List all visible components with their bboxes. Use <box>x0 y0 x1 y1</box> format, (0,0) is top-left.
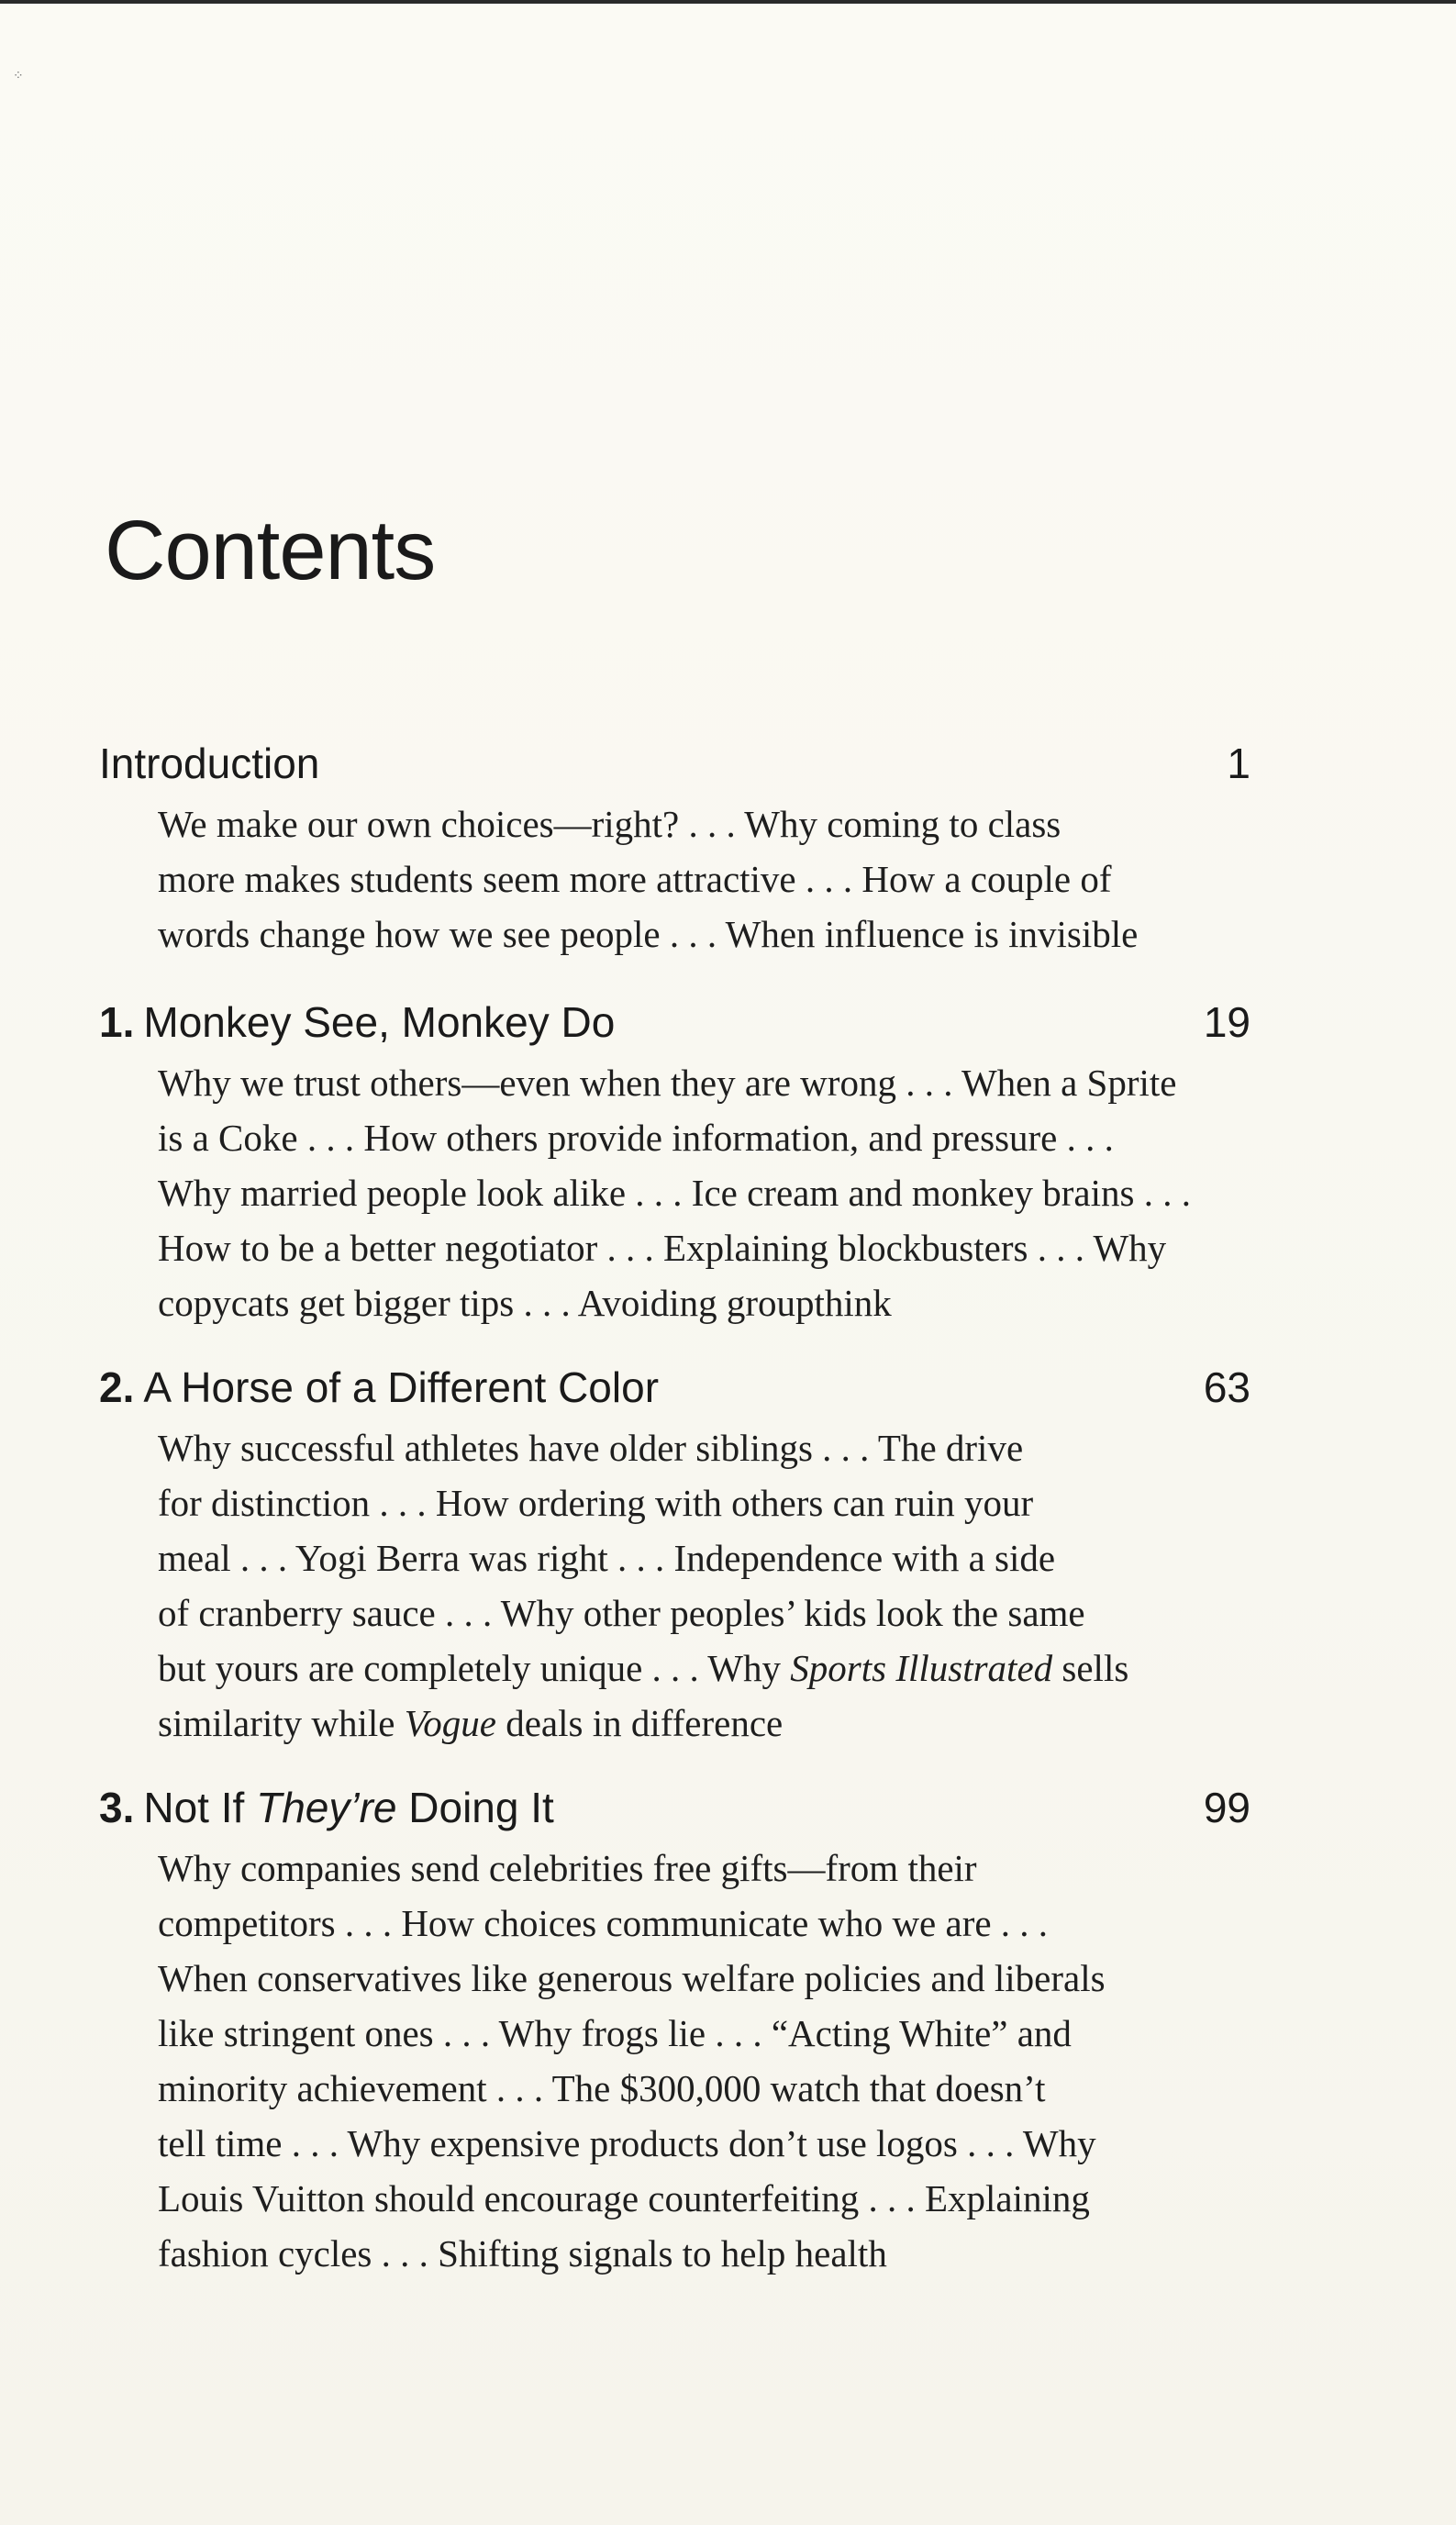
toc-entry-introduction <box>99 736 1250 962</box>
magazine-title: Vogue <box>404 1702 496 1744</box>
description-line: Why successful athletes have older siblings . . . The drive <box>158 1427 1024 1469</box>
chapter-number: 3. <box>99 1784 135 1831</box>
description-line: copycats get bigger tips . . . Avoiding groupthink <box>158 1282 892 1324</box>
description-line: competitors . . . How choices communicate who we are . . . <box>158 1902 1049 1944</box>
entry-heading <box>99 736 1250 791</box>
entry-title-part: Doing It <box>396 1784 554 1831</box>
entry-description <box>158 1420 1250 1751</box>
description-line <box>158 1696 1250 1751</box>
page-title: Contents <box>105 504 436 597</box>
entry-title: A Horse of a Different Color <box>143 1363 660 1411</box>
entry-title-emphasis: They’re <box>256 1784 397 1831</box>
magazine-title: Sports Illustrated <box>790 1647 1053 1689</box>
toc-entry-chapter-1 <box>99 995 1250 1330</box>
description-line: When conservatives like generous welfare policies and liberals <box>158 1957 1106 1999</box>
toc-entry-chapter-2 <box>99 1360 1250 1751</box>
line-text: deals in difference <box>495 1702 784 1744</box>
description-line: tell time . . . Why expensive products don’t use logos . . . Why <box>158 2122 1096 2164</box>
line-text: sells <box>1052 1647 1129 1689</box>
description-line: meal . . . Yogi Berra was right . . . Independence with a side <box>158 1537 1056 1579</box>
toc-entry-chapter-3 <box>99 1780 1250 2281</box>
description-line: like stringent ones . . . Why frogs lie . . . “Acting White” and <box>158 2012 1072 2054</box>
description-line: minority achievement . . . The $300,000 watch that doesn’t <box>158 2067 1046 2109</box>
description-line: fashion cycles . . . Shifting signals to help health <box>158 2232 887 2275</box>
page-top-edge <box>0 0 1456 4</box>
chapter-number: 1. <box>99 998 135 1046</box>
entry-title: Introduction <box>99 740 320 787</box>
entry-heading <box>99 1360 1250 1415</box>
line-text: similarity while <box>158 1702 405 1744</box>
entry-page-number: 19 <box>1203 998 1250 1046</box>
description-line: Why married people look alike . . . Ice cream and monkey brains . . . <box>158 1172 1191 1214</box>
description-line: We make our own choices—right? . . . Why coming to class <box>158 803 1061 845</box>
description-line <box>158 1641 1250 1696</box>
description-line: How to be a better negotiator . . . Explaining blockbusters . . . Why <box>158 1227 1167 1269</box>
description-line: of cranberry sauce . . . Why other peoples’ kids look the same <box>158 1592 1085 1634</box>
entry-title: Monkey See, Monkey Do <box>143 998 616 1046</box>
description-line: for distinction . . . How ordering with others can ruin your <box>158 1482 1034 1524</box>
corner-marks: ⁘ <box>13 69 24 83</box>
entry-page-number: 99 <box>1203 1784 1250 1831</box>
entry-description <box>158 1055 1250 1330</box>
entry-description <box>158 1841 1250 2281</box>
description-line: is a Coke . . . How others provide information, and pressure . . . <box>158 1117 1114 1159</box>
line-text: but yours are completely unique . . . Why <box>158 1647 791 1689</box>
description-line: Why we trust others—even when they are wrong . . . When a Sprite <box>158 1062 1177 1104</box>
entry-page-number: 1 <box>1227 740 1250 787</box>
entry-heading <box>99 1780 1250 1835</box>
description-line: words change how we see people . . . When influence is invisible <box>158 913 1139 955</box>
description-line: Why companies send celebrities free gifts—from their <box>158 1847 977 1889</box>
entry-title-part: Not If <box>143 1784 257 1831</box>
entry-heading <box>99 995 1250 1050</box>
description-line: more makes students seem more attractive . . . How a couple of <box>158 858 1112 900</box>
description-line: Louis Vuitton should encourage counterfeiting . . . Explaining <box>158 2177 1090 2219</box>
entry-page-number: 63 <box>1203 1363 1250 1411</box>
entry-description <box>158 796 1250 962</box>
chapter-number: 2. <box>99 1363 135 1411</box>
